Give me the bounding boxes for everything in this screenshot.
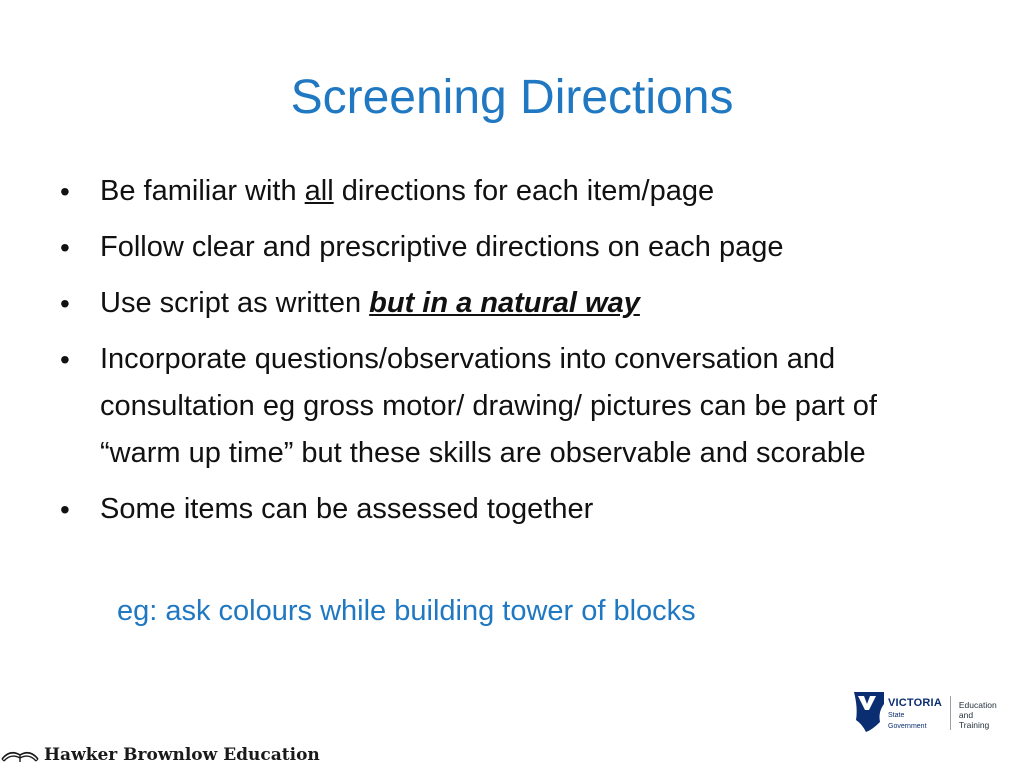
- open-book-icon: [0, 743, 40, 768]
- victoria-gov-logo: [852, 690, 1002, 740]
- example-text: eg: ask colours while building tower of blocks: [117, 595, 696, 627]
- department-name: Education and Training: [958, 700, 997, 730]
- bullet-item: • Follow clear and prescriptive directions on each page: [56, 224, 976, 271]
- publisher-logo: [0, 742, 320, 768]
- bullet-dot: •: [60, 176, 70, 207]
- slide-title: Screening Directions: [290, 71, 734, 124]
- bullet-list: [56, 168, 976, 542]
- bullet-item: • Incorporate questions/observations into conversation and consultation eg gross motor/ drawing/ pictures can be part of “warm up time” but these skills are observable and scorable: [56, 336, 976, 477]
- emphasis-bold-italic: but in a natural way: [369, 287, 640, 319]
- bullet-item: • Use script as written but in a natural way: [56, 280, 976, 327]
- logo-divider: [950, 696, 951, 730]
- bullet-item: • Some items can be assessed together: [56, 486, 976, 533]
- bullet-dot: •: [60, 288, 70, 319]
- victoria-wordmark: VICTORIA State Government: [888, 697, 942, 730]
- victoria-map-icon: [852, 690, 886, 739]
- bullet-item: • Be familiar with all directions for each item/page: [56, 168, 976, 215]
- publisher-name: Hawker Brownlow Education: [44, 745, 320, 765]
- emphasis-underlined: all: [304, 175, 334, 207]
- bullet-dot: •: [60, 232, 70, 263]
- bullet-dot: •: [60, 494, 70, 525]
- bullet-dot: •: [60, 344, 70, 375]
